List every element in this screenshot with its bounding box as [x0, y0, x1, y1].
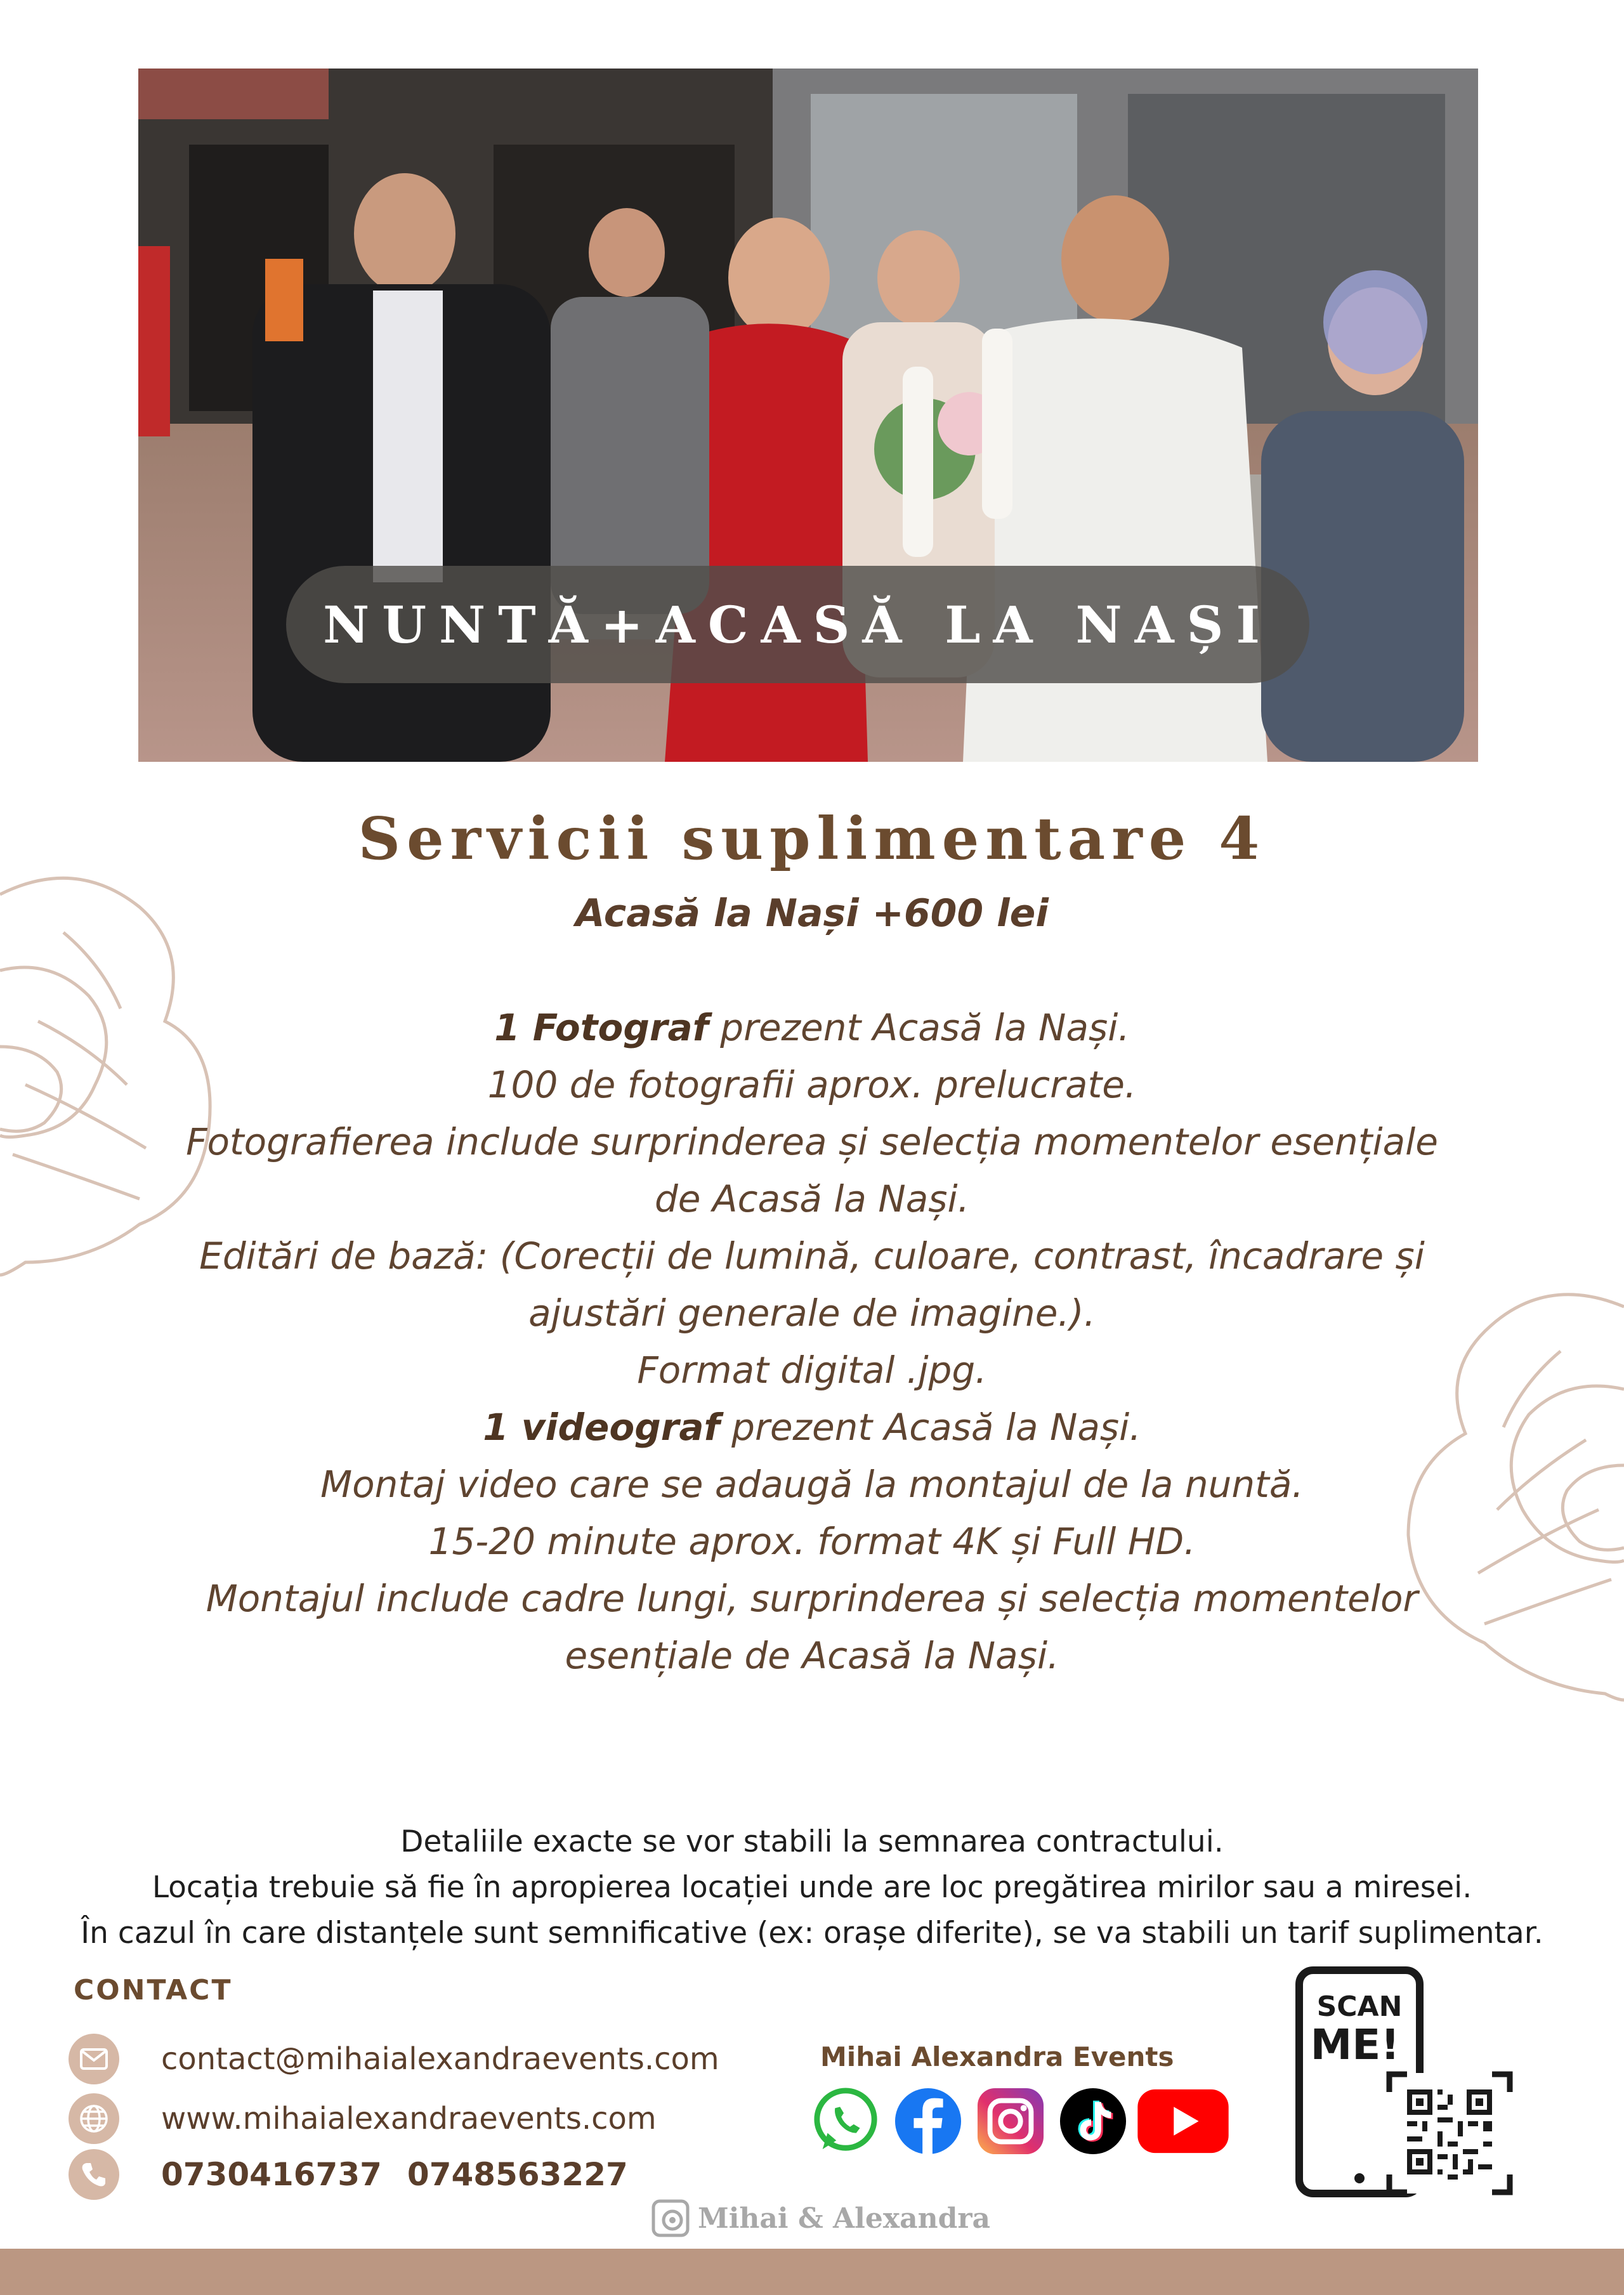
- youtube-icon[interactable]: [1136, 2087, 1231, 2155]
- description-line: 100 de fotografii aprox. prelucrate.: [487, 1063, 1137, 1106]
- contact-email-link[interactable]: contact@mihaialexandraevents.com: [161, 2041, 719, 2077]
- hero-banner-text: NUNTĂ+ACASĂ LA NAȘI: [323, 594, 1273, 655]
- description-line: Editări de bază: (Corecții de lumină, culoare, contrast, încadrare și: [199, 1234, 1425, 1278]
- description-line: Fotografierea include surprinderea și selecția momentelor esențiale: [186, 1120, 1438, 1163]
- description-line: Montajul include cadre lungi, surprinderea și selecția momentelor: [206, 1577, 1418, 1620]
- description-line: 1 Fotograf prezent Acasă la Nași.: [494, 1006, 1130, 1049]
- tiktok-icon[interactable]: [1058, 2087, 1128, 2155]
- phone-icon: [69, 2149, 119, 2200]
- scan-qr-panel[interactable]: [1294, 1965, 1516, 2200]
- contact-website-link[interactable]: www.mihaialexandraevents.com: [161, 2101, 657, 2136]
- description-line: ajustări generale de imagine.).: [528, 1291, 1096, 1335]
- contact-phone-row[interactable]: [69, 2149, 653, 2200]
- footer-brand: [651, 2199, 990, 2238]
- videographer-label: 1 videograf: [483, 1406, 720, 1449]
- terms-notes: [0, 1819, 1624, 1956]
- description-line: 1 videograf prezent Acasă la Nași.: [483, 1406, 1141, 1449]
- photographer-label: 1 Fotograf: [494, 1006, 709, 1049]
- contact-website-row[interactable]: [69, 2093, 657, 2144]
- camera-logo-icon: [651, 2199, 690, 2238]
- description-line: esențiale de Acasă la Nași.: [565, 1634, 1059, 1677]
- description-line: Montaj video care se adaugă la montajul de la nuntă.: [320, 1463, 1304, 1506]
- hero-banner: [286, 566, 1309, 683]
- mail-icon: [69, 2034, 119, 2084]
- footer-bar: [0, 2249, 1624, 2295]
- note-line: Locația trebuie să fie în apropierea locației unde are loc pregătirea mirilor sau a miresei.: [152, 1870, 1472, 1905]
- scan-text: SCAN: [1316, 1991, 1403, 2023]
- globe-icon: [69, 2093, 119, 2144]
- social-brand-label: Mihai Alexandra Events: [820, 2041, 1174, 2072]
- note-line: Detaliile exacte se vor stabili la semnarea contractului.: [400, 1824, 1224, 1859]
- description-line: 15-20 minute aprox. format 4K și Full HD.: [428, 1520, 1196, 1563]
- contact-heading: CONTACT: [74, 1974, 233, 2006]
- instagram-icon[interactable]: [976, 2087, 1045, 2155]
- page-title: Servicii suplimentare 4: [358, 804, 1266, 873]
- contact-phone-1[interactable]: 0730416737: [161, 2156, 382, 2193]
- description-line: de Acasă la Nași.: [654, 1177, 970, 1220]
- description-line: Format digital .jpg.: [637, 1349, 987, 1392]
- whatsapp-icon[interactable]: [811, 2087, 881, 2155]
- contact-email-row[interactable]: [69, 2034, 719, 2084]
- footer-brand-text: Mihai & Alexandra: [698, 2202, 991, 2235]
- service-description: [127, 999, 1497, 1684]
- page-subtitle: Acasă la Nași +600 lei: [575, 891, 1049, 936]
- contact-phone-2[interactable]: 0748563227: [407, 2156, 628, 2193]
- facebook-icon[interactable]: [893, 2087, 963, 2155]
- note-line: În cazul în care distanțele sunt semnificative (ex: orașe diferite), se va stabili un tarif suplimentar.: [81, 1916, 1543, 1951]
- scan-me-text: ME!: [1310, 2020, 1400, 2069]
